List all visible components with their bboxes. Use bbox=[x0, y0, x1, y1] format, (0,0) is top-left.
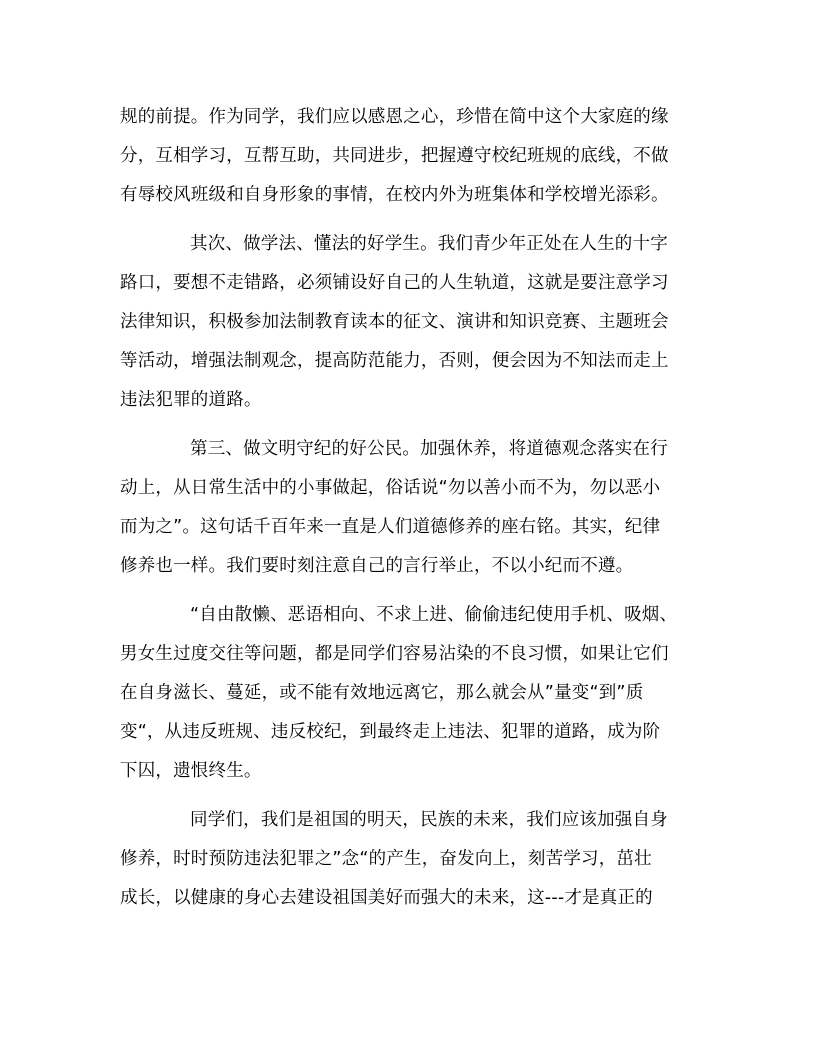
paragraph-line: 违法犯罪的道路。 bbox=[120, 390, 262, 410]
paragraph-first-line: “自由散懒、恶语相向、不求上进、偷偷违纪使用手机、吸烟、 bbox=[190, 605, 678, 625]
paragraph-line: 修养，时时预防违法犯罪之”念“的产生，奋发向上，刻苦学习，茁壮 bbox=[120, 849, 652, 869]
paragraph-line: 下囚，遗恨终生。 bbox=[120, 761, 262, 781]
paragraph-line: 路口，要想不走错路，必须铺设好自己的人生轨道，这就是要注意学习 bbox=[120, 273, 669, 293]
paragraph-line: 变“，从违反班规、违反校纪，到最终走上违法、犯罪的道路，成为阶 bbox=[120, 722, 661, 742]
paragraph-line: 修养也一样。我们要时刻注意自己的言行举止，不以小纪而不遵。 bbox=[120, 556, 634, 576]
paragraph-line: 规的前提。作为同学，我们应以感恩之心，珍惜在简中这个大家庭的缘 bbox=[120, 107, 669, 127]
paragraph-first-line: 其次、做学法、懂法的好学生。我们青少年正处在人生的十字 bbox=[190, 234, 668, 254]
paragraph-line: 在自身滋长、蔓延，或不能有效地远离它，那么就会从”量变“到”质 bbox=[120, 683, 644, 703]
paragraph-first-line: 第三、做文明守纪的好公民。加强休养，将道德观念落实在行 bbox=[190, 439, 668, 459]
paragraph-line: 分，互相学习，互帮互助，共同进步，把握遵守校纪班规的底线，不做 bbox=[120, 146, 669, 166]
paragraph-line: 法律知识，积极参加法制教育读本的征文、演讲和知识竞赛、主题班会 bbox=[120, 312, 669, 332]
paragraph-line: 有辱校风班级和自身形象的事情，在校内外为班集体和学校增光添彩。 bbox=[120, 185, 669, 205]
paragraph-line: 等活动，增强法制观念，提高防范能力，否则，便会因为不知法而走上 bbox=[120, 351, 669, 371]
paragraph-line: 动上，从日常生活中的小事做起，俗话说“勿以善小而不为，勿以恶小 bbox=[120, 478, 661, 498]
paragraph-first-line: 同学们，我们是祖国的明天，民族的未来，我们应该加强自身 bbox=[190, 810, 668, 830]
paragraph-line: 而为之”。这句话千百年来一直是人们道德修养的座右铭。其实，纪律 bbox=[120, 517, 661, 537]
paragraph-line: 成长，以健康的身心去建设祖国美好而强大的未来，这---才是真正的 bbox=[120, 888, 653, 908]
paragraph-line: 男女生过度交往等问题，都是同学们容易沾染的不良习惯，如果让它们 bbox=[120, 644, 669, 664]
